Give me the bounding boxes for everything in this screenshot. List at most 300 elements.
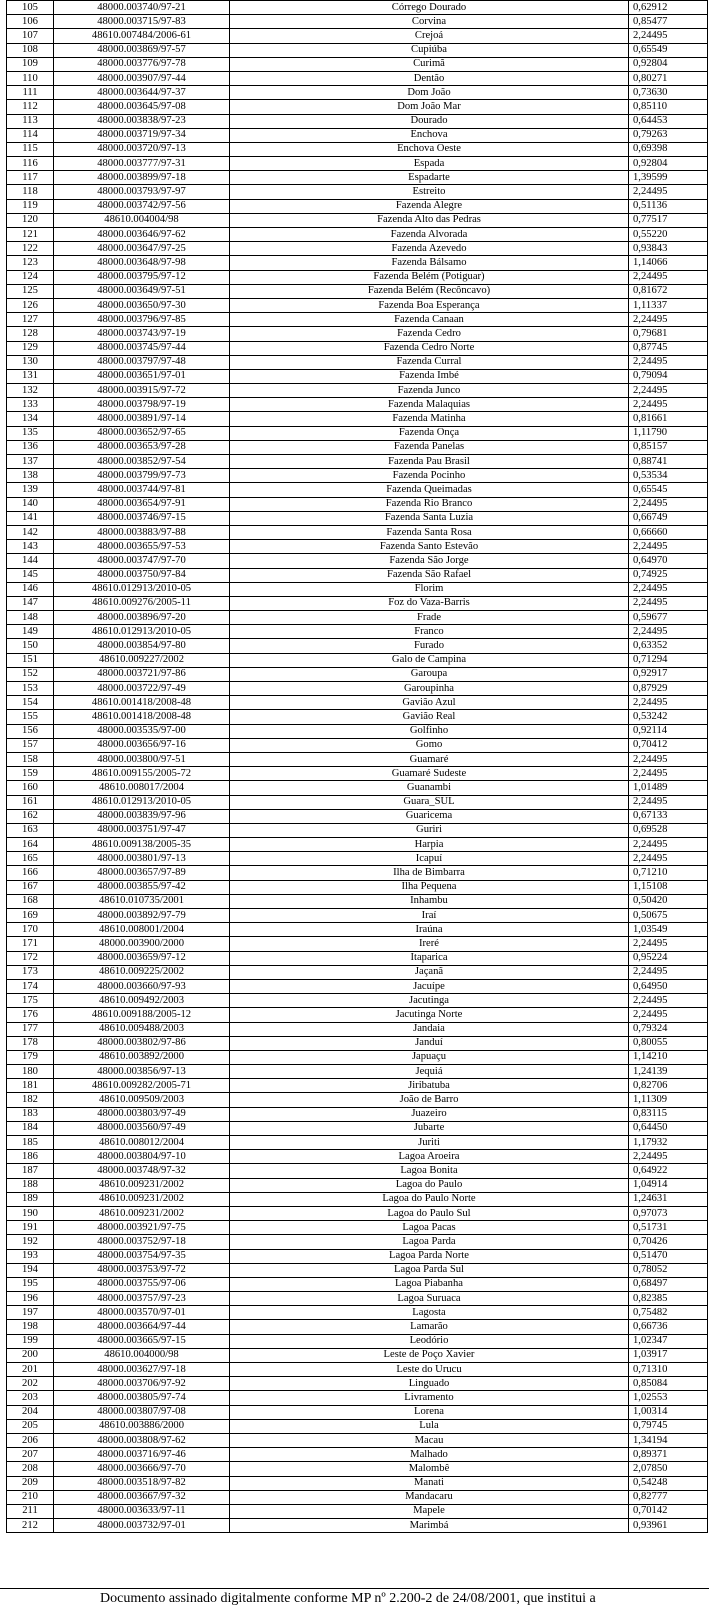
process-number: 48610.009282/2005-71: [54, 1079, 230, 1093]
field-name: Fazenda Santo Estevão: [230, 540, 629, 554]
row-number: 135: [7, 426, 54, 440]
field-name: Fazenda Belém (Potiguar): [230, 270, 629, 284]
process-number: 48000.003633/97-11: [54, 1504, 230, 1518]
field-value: 0,51136: [629, 199, 708, 213]
field-name: Dom João Mar: [230, 100, 629, 114]
field-name: Dentão: [230, 71, 629, 85]
process-number: 48610.009155/2005-72: [54, 767, 230, 781]
table-row: [7, 15, 708, 29]
field-name: Marimbá: [230, 1519, 629, 1533]
table-row: [7, 1476, 708, 1490]
process-number: 48610.009231/2002: [54, 1206, 230, 1220]
field-value: 2,24495: [629, 384, 708, 398]
row-number: 202: [7, 1377, 54, 1391]
field-name: Fazenda Bálsamo: [230, 256, 629, 270]
field-name: Corvina: [230, 15, 629, 29]
table-row: [7, 57, 708, 71]
table-row: [7, 979, 708, 993]
field-name: Enchova Oeste: [230, 142, 629, 156]
process-number: 48000.003660/97-93: [54, 979, 230, 993]
field-name: Jacuípe: [230, 979, 629, 993]
process-number: 48000.003752/97-18: [54, 1235, 230, 1249]
field-name: Itaparica: [230, 951, 629, 965]
table-row: [7, 1249, 708, 1263]
process-number: 48000.003852/97-54: [54, 455, 230, 469]
table-row: [7, 1519, 708, 1533]
field-name: João de Barro: [230, 1093, 629, 1107]
process-number: 48000.003716/97-46: [54, 1448, 230, 1462]
table-row: [7, 114, 708, 128]
field-value: 0,64922: [629, 1164, 708, 1178]
field-value: 0,79263: [629, 128, 708, 142]
row-number: 118: [7, 185, 54, 199]
field-name: Golfinho: [230, 724, 629, 738]
row-number: 156: [7, 724, 54, 738]
field-name: Fazenda Malaquias: [230, 398, 629, 412]
table-row: [7, 653, 708, 667]
field-value: 0,54248: [629, 1476, 708, 1490]
table-row: [7, 1235, 708, 1249]
field-name: Fazenda Queimadas: [230, 483, 629, 497]
table-row: [7, 1164, 708, 1178]
process-number: 48000.003900/2000: [54, 937, 230, 951]
table-row: [7, 852, 708, 866]
row-number: 132: [7, 384, 54, 398]
field-name: Garoupa: [230, 667, 629, 681]
process-number: 48610.012913/2010-05: [54, 625, 230, 639]
table-row: [7, 1377, 708, 1391]
field-value: 2,24495: [629, 398, 708, 412]
row-number: 173: [7, 965, 54, 979]
process-number: 48610.012913/2010-05: [54, 582, 230, 596]
field-name: Juazeiro: [230, 1107, 629, 1121]
table-row: [7, 1107, 708, 1121]
process-number: 48000.003801/97-13: [54, 852, 230, 866]
field-value: 2,24495: [629, 838, 708, 852]
process-number: 48000.003748/97-32: [54, 1164, 230, 1178]
row-number: 154: [7, 696, 54, 710]
field-name: Japuaçu: [230, 1050, 629, 1064]
process-number: 48000.003891/97-14: [54, 412, 230, 426]
field-value: 0,65549: [629, 43, 708, 57]
process-number: 48610.012913/2010-05: [54, 795, 230, 809]
field-name: Lagoa Suruaca: [230, 1292, 629, 1306]
table-row: [7, 554, 708, 568]
field-name: Gavião Azul: [230, 696, 629, 710]
field-value: 2,24495: [629, 994, 708, 1008]
row-number: 119: [7, 199, 54, 213]
row-number: 184: [7, 1121, 54, 1135]
row-number: 196: [7, 1292, 54, 1306]
table-row: [7, 1065, 708, 1079]
row-number: 146: [7, 582, 54, 596]
process-number: 48000.003807/97-08: [54, 1405, 230, 1419]
process-number: 48610.009138/2005-35: [54, 838, 230, 852]
table-row: [7, 781, 708, 795]
process-number: 48000.003656/97-16: [54, 738, 230, 752]
field-name: Furado: [230, 639, 629, 653]
row-number: 171: [7, 937, 54, 951]
process-number: 48610.009227/2002: [54, 653, 230, 667]
row-number: 111: [7, 86, 54, 100]
process-number: 48000.003650/97-30: [54, 298, 230, 312]
table-row: [7, 1136, 708, 1150]
table-row: [7, 313, 708, 327]
process-number: 48000.003869/97-57: [54, 43, 230, 57]
row-number: 164: [7, 838, 54, 852]
process-number: 48000.003755/97-06: [54, 1277, 230, 1291]
process-number: 48000.003667/97-32: [54, 1490, 230, 1504]
field-name: Garoupinha: [230, 682, 629, 696]
process-number: 48000.003798/97-19: [54, 398, 230, 412]
field-value: 0,85477: [629, 15, 708, 29]
process-number: 48000.003856/97-13: [54, 1065, 230, 1079]
process-number: 48610.009188/2005-12: [54, 1008, 230, 1022]
field-name: Lagoa do Paulo Sul: [230, 1206, 629, 1220]
field-value: 1,03549: [629, 923, 708, 937]
field-value: 2,24495: [629, 185, 708, 199]
field-name: Linguado: [230, 1377, 629, 1391]
field-name: Lagoa do Paulo Norte: [230, 1192, 629, 1206]
row-number: 139: [7, 483, 54, 497]
row-number: 163: [7, 823, 54, 837]
field-name: Lagoa Parda Sul: [230, 1263, 629, 1277]
table-row: [7, 1121, 708, 1135]
row-number: 151: [7, 653, 54, 667]
table-row: [7, 1320, 708, 1334]
field-value: 0,69528: [629, 823, 708, 837]
table-row: [7, 951, 708, 965]
row-number: 166: [7, 866, 54, 880]
row-number: 183: [7, 1107, 54, 1121]
process-number: 48000.003805/97-74: [54, 1391, 230, 1405]
process-number: 48000.003720/97-13: [54, 142, 230, 156]
field-name: Fazenda São Jorge: [230, 554, 629, 568]
table-row: [7, 909, 708, 923]
field-name: Livramento: [230, 1391, 629, 1405]
table-row: [7, 667, 708, 681]
row-number: 192: [7, 1235, 54, 1249]
field-name: Fazenda Alto das Pedras: [230, 213, 629, 227]
process-number: 48000.003751/97-47: [54, 823, 230, 837]
field-name: Córrego Dourado: [230, 1, 629, 15]
row-number: 203: [7, 1391, 54, 1405]
process-number: 48610.008017/2004: [54, 781, 230, 795]
process-number: 48000.003907/97-44: [54, 71, 230, 85]
field-value: 0,64970: [629, 554, 708, 568]
field-value: 2,24495: [629, 767, 708, 781]
field-name: Lagoa Pacas: [230, 1221, 629, 1235]
row-number: 185: [7, 1136, 54, 1150]
row-number: 159: [7, 767, 54, 781]
field-name: Lagoa Bonita: [230, 1164, 629, 1178]
field-value: 1,24139: [629, 1065, 708, 1079]
table-row: [7, 1206, 708, 1220]
row-number: 115: [7, 142, 54, 156]
field-value: 0,80055: [629, 1036, 708, 1050]
field-value: 0,67133: [629, 809, 708, 823]
row-number: 177: [7, 1022, 54, 1036]
field-name: Macau: [230, 1433, 629, 1447]
table-row: [7, 639, 708, 653]
field-name: Jaçanã: [230, 965, 629, 979]
table-row: [7, 710, 708, 724]
row-number: 107: [7, 29, 54, 43]
process-number: 48000.003715/97-83: [54, 15, 230, 29]
field-value: 1,03917: [629, 1348, 708, 1362]
field-value: 0,87929: [629, 682, 708, 696]
field-name: Fazenda Panelas: [230, 440, 629, 454]
process-number: 48000.003754/97-35: [54, 1249, 230, 1263]
field-name: Lagoa Piabanha: [230, 1277, 629, 1291]
process-number: 48000.003745/97-44: [54, 341, 230, 355]
table-row: [7, 369, 708, 383]
row-number: 186: [7, 1150, 54, 1164]
field-value: 2,24495: [629, 752, 708, 766]
table-row: [7, 355, 708, 369]
table-row: [7, 696, 708, 710]
table-row: [7, 384, 708, 398]
table-row: [7, 540, 708, 554]
process-number: 48000.003722/97-49: [54, 682, 230, 696]
field-name: Lagosta: [230, 1306, 629, 1320]
field-value: 2,24495: [629, 1150, 708, 1164]
field-name: Dourado: [230, 114, 629, 128]
table-row: [7, 937, 708, 951]
table-row: [7, 1178, 708, 1192]
table-row: [7, 1462, 708, 1476]
table-row: [7, 1391, 708, 1405]
field-value: 1,04914: [629, 1178, 708, 1192]
field-value: 0,92804: [629, 157, 708, 171]
process-number: 48000.003652/97-65: [54, 426, 230, 440]
field-name: Leodório: [230, 1334, 629, 1348]
field-value: 2,24495: [629, 696, 708, 710]
table-row: [7, 284, 708, 298]
process-number: 48610.004004/98: [54, 213, 230, 227]
table-row: [7, 199, 708, 213]
field-name: Malombê: [230, 1462, 629, 1476]
field-value: 1,34194: [629, 1433, 708, 1447]
process-number: 48000.003664/97-44: [54, 1320, 230, 1334]
field-value: 1,11337: [629, 298, 708, 312]
field-name: Dom João: [230, 86, 629, 100]
row-number: 179: [7, 1050, 54, 1064]
process-number: 48000.003721/97-86: [54, 667, 230, 681]
field-value: 0,85110: [629, 100, 708, 114]
process-number: 48610.008012/2004: [54, 1136, 230, 1150]
field-name: Juriti: [230, 1136, 629, 1150]
row-number: 194: [7, 1263, 54, 1277]
field-value: 0,82706: [629, 1079, 708, 1093]
field-value: 0,85084: [629, 1377, 708, 1391]
row-number: 150: [7, 639, 54, 653]
field-value: 0,75482: [629, 1306, 708, 1320]
table-row: [7, 1221, 708, 1235]
field-name: Guamaré Sudeste: [230, 767, 629, 781]
row-number: 201: [7, 1363, 54, 1377]
field-name: Fazenda Cedro Norte: [230, 341, 629, 355]
process-number: 48000.003644/97-37: [54, 86, 230, 100]
table-body: [7, 1, 708, 1533]
table-row: [7, 100, 708, 114]
row-number: 137: [7, 455, 54, 469]
row-number: 212: [7, 1519, 54, 1533]
process-number: 48000.003855/97-42: [54, 880, 230, 894]
field-value: 1,02347: [629, 1334, 708, 1348]
row-number: 160: [7, 781, 54, 795]
field-name: Fazenda Pocinho: [230, 469, 629, 483]
process-number: 48000.003719/97-34: [54, 128, 230, 142]
field-name: Lagoa Parda Norte: [230, 1249, 629, 1263]
field-value: 0,71310: [629, 1363, 708, 1377]
table-row: [7, 1504, 708, 1518]
field-value: 0,81661: [629, 412, 708, 426]
table-row: [7, 1036, 708, 1050]
row-number: 197: [7, 1306, 54, 1320]
field-name: Fazenda Santa Luzia: [230, 511, 629, 525]
process-number: 48000.003655/97-53: [54, 540, 230, 554]
field-value: 2,24495: [629, 540, 708, 554]
field-name: Fazenda Junco: [230, 384, 629, 398]
table-row: [7, 724, 708, 738]
field-name: Lamarão: [230, 1320, 629, 1334]
process-number: 48000.003854/97-80: [54, 639, 230, 653]
row-number: 127: [7, 313, 54, 327]
row-number: 193: [7, 1249, 54, 1263]
field-value: 1,17932: [629, 1136, 708, 1150]
field-value: 0,64450: [629, 1121, 708, 1135]
field-value: 1,24631: [629, 1192, 708, 1206]
table-row: [7, 1, 708, 15]
row-number: 133: [7, 398, 54, 412]
row-number: 204: [7, 1405, 54, 1419]
process-number: 48000.003793/97-97: [54, 185, 230, 199]
field-name: Lagoa Parda: [230, 1235, 629, 1249]
process-number: 48610.009225/2002: [54, 965, 230, 979]
row-number: 153: [7, 682, 54, 696]
field-value: 1,39599: [629, 171, 708, 185]
process-number: 48610.001418/2008-48: [54, 696, 230, 710]
table-row: [7, 1192, 708, 1206]
field-value: 2,24495: [629, 965, 708, 979]
field-name: Guamaré: [230, 752, 629, 766]
process-number: 48000.003899/97-18: [54, 171, 230, 185]
field-value: 0,79681: [629, 327, 708, 341]
row-number: 181: [7, 1079, 54, 1093]
row-number: 206: [7, 1433, 54, 1447]
field-value: 2,24495: [629, 937, 708, 951]
field-value: 2,24495: [629, 795, 708, 809]
row-number: 128: [7, 327, 54, 341]
field-name: Fazenda Curral: [230, 355, 629, 369]
row-number: 178: [7, 1036, 54, 1050]
field-name: Guaricema: [230, 809, 629, 823]
row-number: 116: [7, 157, 54, 171]
row-number: 176: [7, 1008, 54, 1022]
field-name: Lula: [230, 1419, 629, 1433]
row-number: 168: [7, 894, 54, 908]
field-name: Leste de Poço Xavier: [230, 1348, 629, 1362]
fields-table: [6, 0, 708, 1533]
process-number: 48000.003799/97-73: [54, 469, 230, 483]
table-row: [7, 256, 708, 270]
field-value: 0,64453: [629, 114, 708, 128]
field-name: Espadarte: [230, 171, 629, 185]
process-number: 48000.003838/97-23: [54, 114, 230, 128]
field-value: 0,79745: [629, 1419, 708, 1433]
row-number: 175: [7, 994, 54, 1008]
row-number: 105: [7, 1, 54, 15]
field-value: 2,24495: [629, 625, 708, 639]
field-value: 0,79094: [629, 369, 708, 383]
table-row: [7, 1050, 708, 1064]
field-value: 0,62912: [629, 1, 708, 15]
table-row: [7, 128, 708, 142]
row-number: 144: [7, 554, 54, 568]
field-name: Fazenda Santa Rosa: [230, 525, 629, 539]
process-number: 48000.003802/97-86: [54, 1036, 230, 1050]
row-number: 172: [7, 951, 54, 965]
process-number: 48000.003518/97-82: [54, 1476, 230, 1490]
field-name: Florim: [230, 582, 629, 596]
table-row: [7, 965, 708, 979]
field-name: Fazenda Matinha: [230, 412, 629, 426]
row-number: 182: [7, 1093, 54, 1107]
table-row: [7, 341, 708, 355]
table-row: [7, 795, 708, 809]
field-value: 0,85157: [629, 440, 708, 454]
row-number: 143: [7, 540, 54, 554]
field-value: 0,55220: [629, 228, 708, 242]
field-name: Lagoa Aroeira: [230, 1150, 629, 1164]
row-number: 145: [7, 568, 54, 582]
field-name: Leste do Urucu: [230, 1363, 629, 1377]
row-number: 124: [7, 270, 54, 284]
field-value: 1,00314: [629, 1405, 708, 1419]
row-number: 200: [7, 1348, 54, 1362]
table-row: [7, 1263, 708, 1277]
process-number: 48000.003892/97-79: [54, 909, 230, 923]
process-number: 48000.003808/97-62: [54, 1433, 230, 1447]
table-row: [7, 1448, 708, 1462]
field-value: 1,14210: [629, 1050, 708, 1064]
field-value: 0,92114: [629, 724, 708, 738]
row-number: 109: [7, 57, 54, 71]
table-row: [7, 880, 708, 894]
field-name: Frade: [230, 611, 629, 625]
field-name: Fazenda Onça: [230, 426, 629, 440]
field-name: Guriri: [230, 823, 629, 837]
table-row: [7, 1348, 708, 1362]
field-value: 2,24495: [629, 355, 708, 369]
field-value: 0,66749: [629, 511, 708, 525]
table-row: [7, 483, 708, 497]
field-name: Manati: [230, 1476, 629, 1490]
row-number: 174: [7, 979, 54, 993]
row-number: 113: [7, 114, 54, 128]
field-value: 0,79324: [629, 1022, 708, 1036]
field-value: 0,89371: [629, 1448, 708, 1462]
field-name: Crejoá: [230, 29, 629, 43]
field-value: 0,81672: [629, 284, 708, 298]
process-number: 48000.003747/97-70: [54, 554, 230, 568]
process-number: 48610.009509/2003: [54, 1093, 230, 1107]
table-row: [7, 752, 708, 766]
field-value: 0,59677: [629, 611, 708, 625]
row-number: 140: [7, 497, 54, 511]
field-name: Fazenda Imbé: [230, 369, 629, 383]
